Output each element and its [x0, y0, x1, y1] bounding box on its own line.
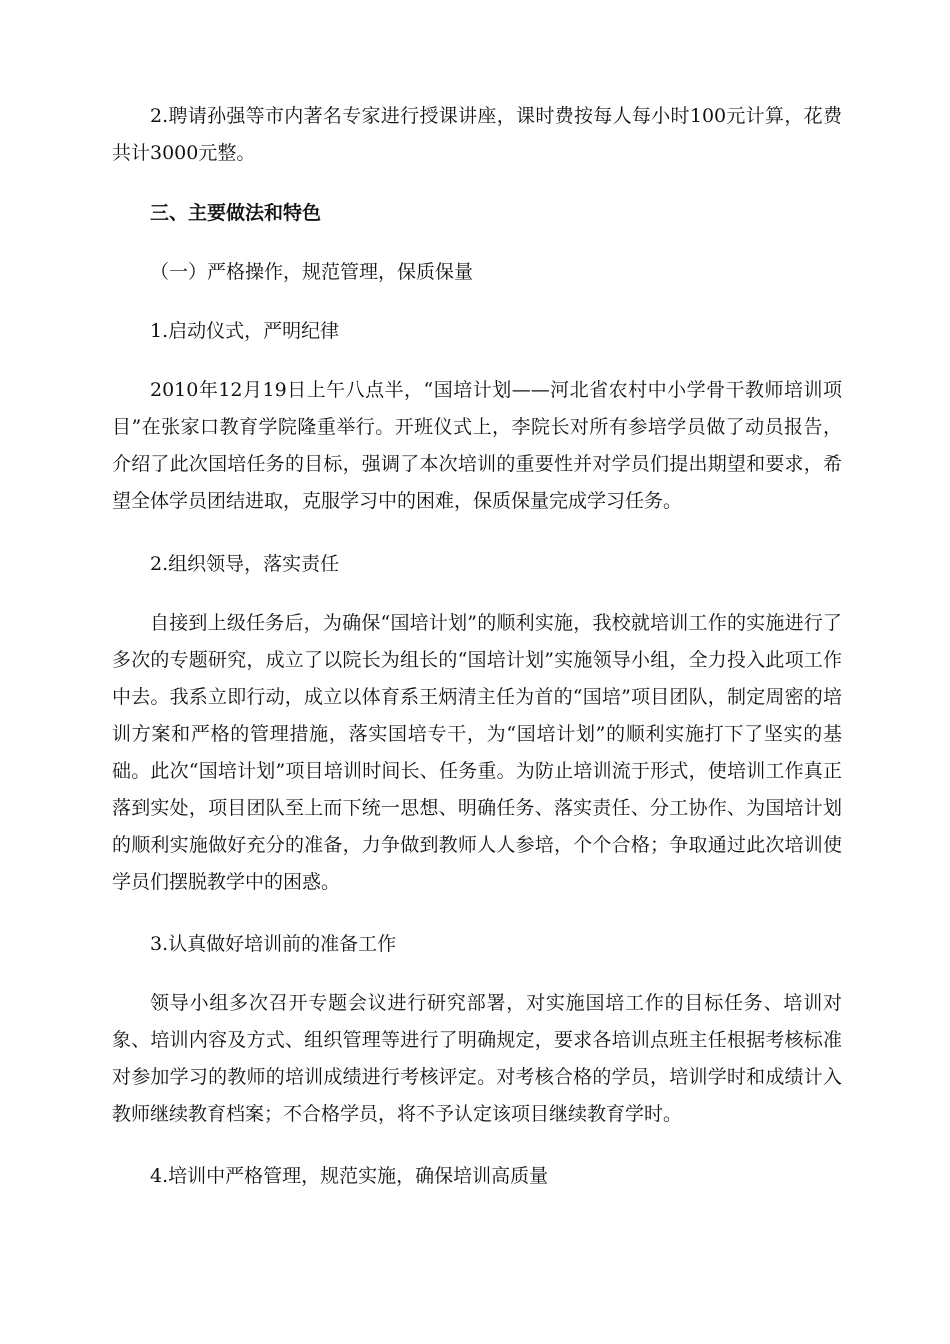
paragraph-launch-ceremony: 2010年12月19日上午八点半，“国培计划——河北省农村中小学骨干教师培训项目”在张家口教育学院隆重举行。开班仪式上，李院长对所有参培学员做了动员报告，介绍了此次国培任务的目标，强调了本次培训的重要性并对学员们提出期望和要求，希望全体学员团结进取，克服学习中的困难，保质保量完成学习任务。	[112, 379, 842, 512]
item-heading-strict-management: 4.培训中严格管理，规范实施，确保培训高质量	[150, 1165, 549, 1187]
item-heading-preparation: 3.认真做好培训前的准备工作	[150, 933, 397, 955]
paragraph-leadership: 自接到上级任务后，为确保“国培计划”的顺利实施，我校就培训工作的实施进行了多次的专题研究，成立了以院长为组长的“国培计划”实施领导小组，全力投入此项工作中去。我系立即行动，成立以体育系王炳清主任为首的“国培”项目团队，制定周密的培训方案和严格的管理措施，落实国培专干，为“国培计划”的顺利实施打下了坚实的基础。此次“国培计划”项目培训时间长、任务重。为防止培训流于形式，使培训工作真正落到实处，项目团队至上而下统一思想、明确任务、落实责任、分工协作、为国培计划的顺利实施做好充分的准备，力争做到教师人人参培，个个合格；争取通过此次培训使学员们摆脱教学中的困惑。	[112, 612, 842, 893]
item-heading-leadership: 2.组织领导，落实责任	[150, 553, 340, 575]
paragraph-lecture-fees: 2.聘请孙强等市内著名专家进行授课讲座，课时费按每人每小时100元计算，花费共计3000元整。	[112, 105, 842, 164]
subsection-heading-strict-operation: （一）严格操作，规范管理，保质保量	[150, 261, 474, 283]
item-heading-launch-ceremony: 1.启动仪式，严明纪律	[150, 320, 340, 342]
paragraph-preparation: 领导小组多次召开专题会议进行研究部署，对实施国培工作的目标任务、培训对象、培训内容及方式、组织管理等进行了明确规定，要求各培训点班主任根据考核标准对参加学习的教师的培训成绩进行考核评定。对考核合格的学员，培训学时和成绩计入教师继续教育档案；不合格学员，将不予认定该项目继续教育学时。	[112, 992, 842, 1125]
section-heading-main-practices: 三、主要做法和特色	[150, 202, 322, 224]
